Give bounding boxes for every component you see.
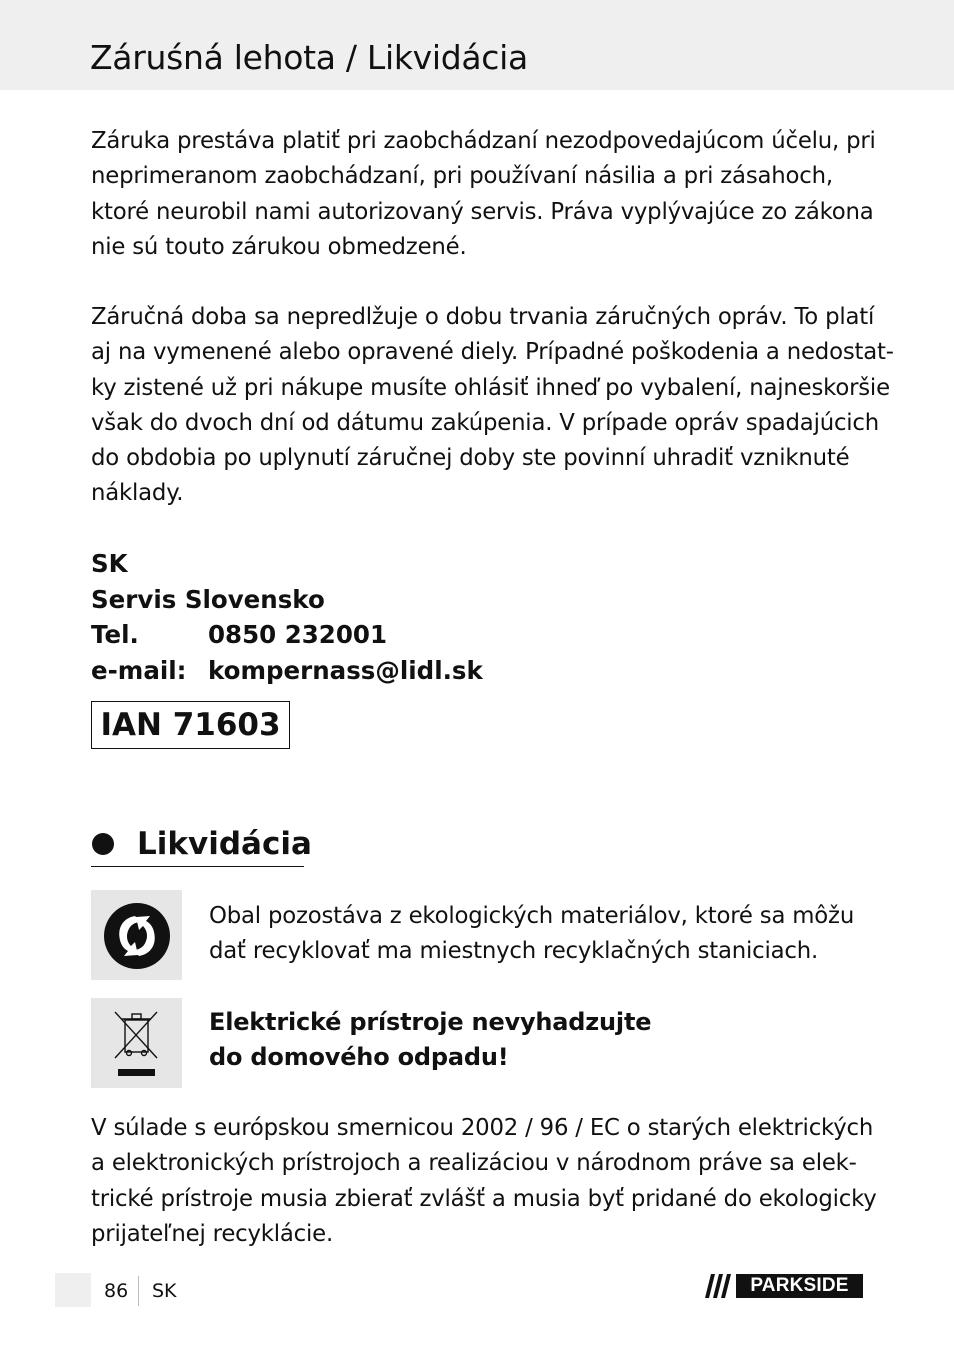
- service-tel-row: [91, 617, 483, 653]
- page-number: 86: [104, 1280, 129, 1302]
- green-dot-icon: [91, 890, 182, 980]
- text-line: ky zistené už pri nákupe musíte ohlásiť ihneď po vybalení, najneskoršie: [91, 374, 890, 401]
- text-line: však do dvoch dní od dátumu zakúpenia. V prípade opráv spadajúcich: [91, 409, 879, 436]
- brand-name: PARKSIDE: [736, 1274, 863, 1298]
- packaging-text: [209, 899, 859, 970]
- service-country: SK: [91, 549, 128, 578]
- page-title: Záruśná lehota / Likvidácia: [90, 38, 528, 77]
- text-line: Záručná doba sa nepredlžuje o dobu trvania záručných opráv. To platí: [91, 304, 875, 330]
- text-line: nie sú touto zárukou obmedzené.: [91, 233, 467, 260]
- text-line: prijateľnej recyklácie.: [91, 1220, 334, 1247]
- text-line: ktoré neurobil nami autorizovaný servis. Práva vyplývajúce zo zákona: [91, 198, 874, 225]
- logo-slashes-icon: [705, 1274, 733, 1298]
- brand-logo: [705, 1274, 863, 1298]
- tel-label: Tel.: [91, 620, 139, 649]
- footer-language: SK: [152, 1280, 177, 1302]
- tel-value: 0850 232001: [208, 620, 388, 649]
- disposal-heading: [91, 822, 312, 867]
- service-email-row: [91, 653, 483, 689]
- footer-tab: [55, 1273, 91, 1307]
- warranty-paragraph-1: [91, 124, 876, 265]
- page-header: [0, 0, 954, 90]
- text-line: aj na vymenené alebo opravené diely. Prípadné poškodenia a nedostat-: [91, 339, 894, 366]
- text-line: V súlade s európskou smernicou 2002 / 96 / EC o starých elektrických: [91, 1115, 874, 1141]
- email-label: e-mail:: [91, 655, 187, 685]
- text-line: a elektronických prístrojoch a realizáciou v národnom práve sa elek-: [91, 1150, 857, 1177]
- footer-divider: [138, 1276, 139, 1306]
- service-contact: [91, 546, 483, 688]
- text-line: náklady.: [91, 480, 184, 507]
- email-value: kompernass@lidl.sk: [208, 655, 483, 685]
- text-line: do domového odpadu!: [209, 1043, 509, 1072]
- text-line: Elektrické prístroje nevyhadzujte: [209, 1008, 652, 1036]
- text-line: Obal pozostáva z ekologických materiálov, ktoré sa môžu: [209, 903, 855, 929]
- text-line: dať recyklovať ma miestnych recyklačných staniciach.: [209, 938, 819, 965]
- service-name: Servis Slovensko: [91, 584, 325, 614]
- text-line: trické prístroje musia zbierať zvlášť a musia byť pridané do ekologicky: [91, 1185, 877, 1212]
- crossed-bin-icon: [91, 998, 182, 1088]
- text-line: do obdobia po uplynutí záručnej doby ste povinní uhradiť vzniknuté: [91, 445, 850, 472]
- directive-paragraph: [91, 1111, 877, 1252]
- bullet-icon: [92, 833, 114, 855]
- electrical-warning: [209, 1005, 859, 1076]
- text-line: Záruka prestáva platiť pri zaobchádzaní nezodpovedajúcom účelu, pri: [91, 128, 876, 154]
- disposal-heading-title: Likvidácia: [137, 826, 312, 862]
- text-line: neprimeranom zaobchádzaní, pri používaní násilia a pri zásahoch,: [91, 163, 833, 190]
- warranty-paragraph-2: [91, 300, 894, 512]
- ian-box: IAN 71603: [91, 701, 290, 749]
